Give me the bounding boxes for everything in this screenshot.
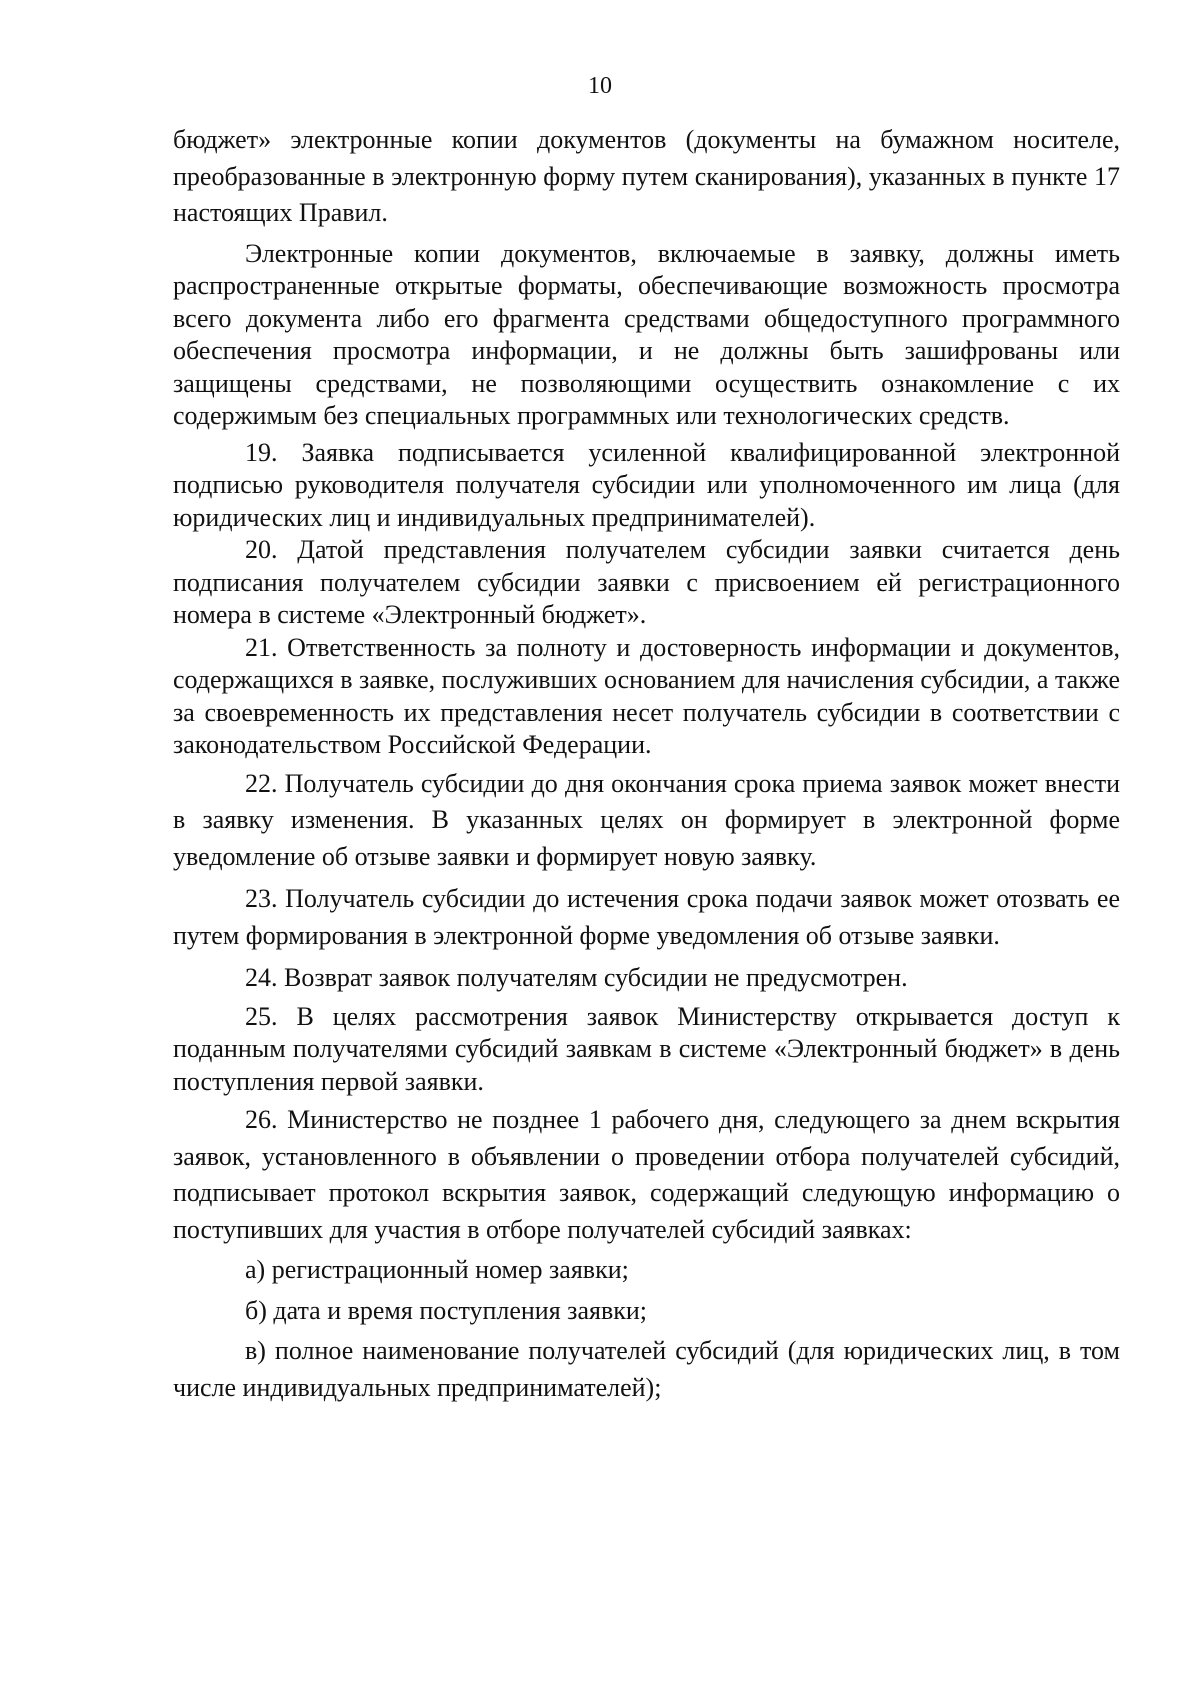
paragraph-19: 19. Заявка подписывается усиленной квалифицированной электронной подписью руководителя получателя субсидии или уполномоченного им лица (для юридических лиц и индивидуальных предпринимателей).	[173, 437, 1120, 532]
paragraph-21: 21. Ответственность за полноту и достоверность информации и документов, содержащихся в заявке, послуживших основанием для начисления субсидии, а также за своевременность их представления несет получатель субсидии в соответствии с законодательством Российской Федерации.	[173, 632, 1120, 759]
paragraph-23: 23. Получатель субсидии до истечения срока подачи заявок может отозвать ее путем формирования в электронной форме уведомления об отзыве заявки.	[173, 884, 1120, 950]
paragraph-electronic-copies: Электронные копии документов, включаемые в заявку, должны иметь распространенные открытые форматы, обеспечивающие возможность просмотра всего документа либо его фрагмента средствами общедоступного программного обеспечения просмотра информации, и не должны быть зашифрованы или защищены средствами, не позволяющими осуществить ознакомление с их содержимым без специальных программных или технологических средств.	[173, 238, 1120, 430]
page-number: 10	[588, 73, 612, 99]
paragraph-22: 22. Получатель субсидии до дня окончания срока приема заявок может внести в заявку изменения. В указанных целях он формирует в электронной форме уведомление об отзыве заявки и формирует новую заявку.	[173, 768, 1120, 871]
list-item-b: б) дата и время поступления заявки;	[245, 1295, 647, 1325]
document-body	[173, 122, 1120, 1406]
paragraph-24: 24. Возврат заявок получателям субсидии не предусмотрен.	[245, 963, 908, 992]
paragraph-26: 26. Министерство не позднее 1 рабочего дня, следующего за днем вскрытия заявок, установленного в объявлении о проведении отбора получателей субсидий, подписывает протокол вскрытия заявок, содержащий следующую информацию о поступивших для участия в отборе получателей субсидий заявках:	[173, 1105, 1120, 1244]
paragraph-20: 20. Датой представления получателем субсидии заявки считается день подписания получателем субсидии заявки с присвоением ей регистрационного номера в системе «Электронный бюджет».	[173, 535, 1120, 629]
paragraph-25: 25. В целях рассмотрения заявок Министерству открывается доступ к поданным получателями субсидий заявкам в системе «Электронный бюджет» в день поступления первой заявки.	[173, 1001, 1120, 1096]
paragraph-continuation: бюджет» электронные копии документов (документы на бумажном носителе, преобразованные в электронную форму путем сканирования), указанных в пункте 17 настоящих Правил.	[173, 125, 1120, 227]
list-item-a: а) регистрационный номер заявки;	[245, 1255, 629, 1284]
list-item-v: в) полное наименование получателей субсидий (для юридических лиц, в том числе индивидуальных предпринимателей);	[173, 1336, 1120, 1402]
